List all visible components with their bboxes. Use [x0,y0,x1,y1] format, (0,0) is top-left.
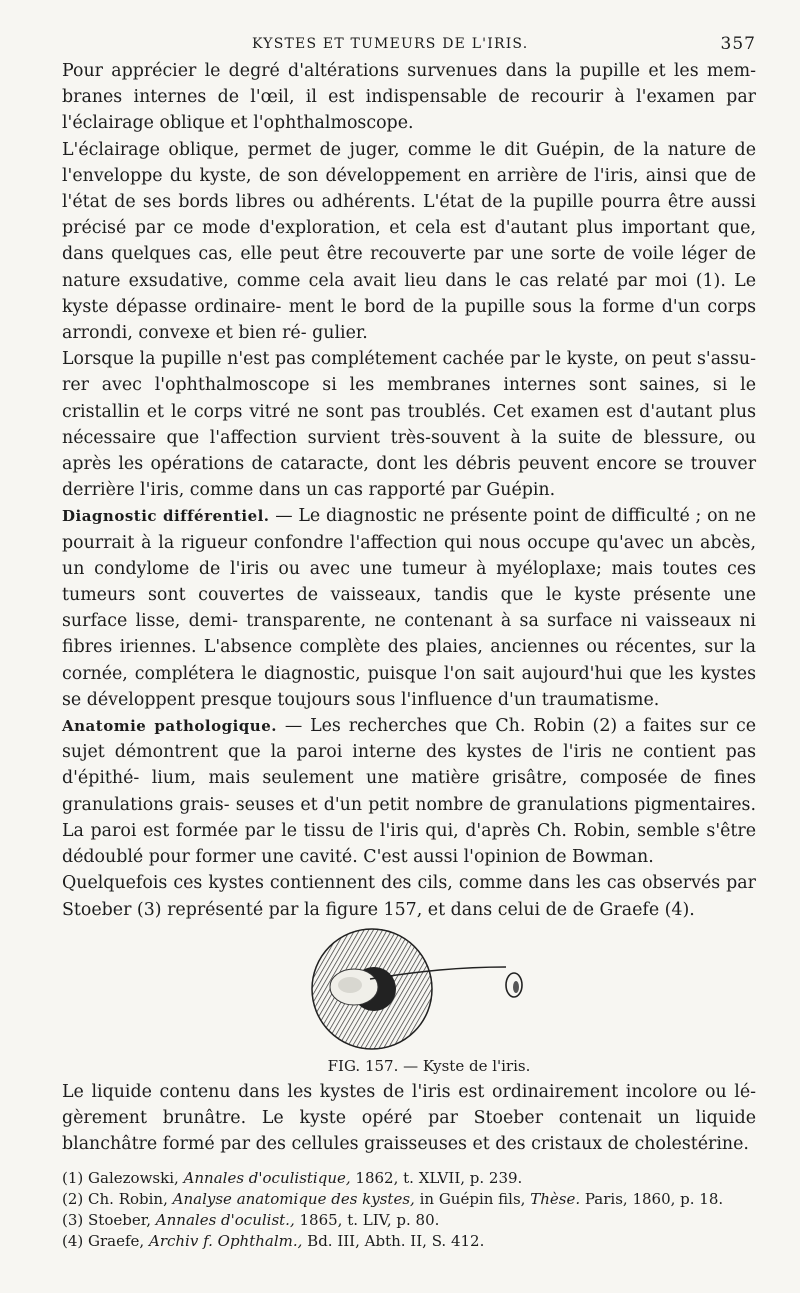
footnote-1 [62,1168,756,1189]
footnote-number: (2) [62,1189,84,1208]
text-line: l'influence d'un traumatisme. [400,689,660,710]
text-line: Pour apprécier le degré d'altérations survenues dans la pupille et les mem- [62,61,756,81]
footnote-title: Analyse anatomique des kystes, [172,1189,415,1208]
figure-caption: FIG. 157. — Kyste de l'iris. [327,1056,531,1075]
footnotes [62,1168,756,1252]
text-line: L'éclairage oblique, permet de juger, comme le dit Guépin, de la nature de [62,139,756,160]
footnote-details: in Guépin fils, [419,1189,526,1208]
text-line: ne pourrait à la rigueur confondre l'affection qui nous occupe qu'avec un abcès, un [62,506,756,579]
paragraph-3 [62,346,756,503]
text-line: seuses et d'un petit nombre de granulations pigmentaires. La paroi est formée par [62,794,756,841]
section-heading: Anatomie pathologique. [62,717,277,736]
figure-157 [62,927,756,1053]
text-line: condylome de l'iris ou avec une tumeur à myéloplaxe; mais toutes ces tumeurs [62,558,756,606]
text-line: rer avec l'ophthalmoscope si les membranes internes sont saines, si le cristallin et [62,375,756,422]
footnote-title: Thèse. [530,1189,581,1208]
text-line: l'affection survient très-souvent à la suite de blessure, ou après les opérations de [62,427,757,475]
text-line: Le liquide contenu dans les kystes de l'iris est ordinairement incolore ou lé- [62,1081,756,1102]
footnote-author: Stoeber, [88,1210,152,1229]
paragraph-quelquefois [62,870,756,922]
text-line: oblique et l'ophthalmoscope. [159,113,414,134]
footnote-number: (1) [62,1168,84,1187]
footnote-details: 1862, t. XLVII, p. 239. [355,1168,523,1187]
page-number: 357 [720,34,756,54]
body-text [62,58,756,1158]
text-line: sujet démontrent que la paroi interne des kystes de l'iris ne contient pas d'épithé- [62,742,756,789]
text-line: cataracte, dont les débris peuvent encore se trouver derrière l'iris, comme dans un [62,454,757,501]
running-head [62,32,756,58]
footnote-title: Annales d'oculist., [155,1210,295,1229]
text-line: lium, mais seulement une matière grisâtre, composée de fines granulations grais- [62,768,757,815]
text-line: de ses bords libres ou adhérents. L'état de la pupille pourra être aussi précisé par [62,192,756,239]
text-line: transparente, ne contenant à sa surface ni vaisseaux ni fibres iriennes. L'absence [62,611,756,658]
text-line: sont couvertes de vaisseaux, tandis que le kyste présente une surface lisse, demi- [62,585,757,632]
footnote-title: Archiv f. Ophthalm., [148,1231,303,1250]
section-heading: Diagnostic différentiel. [62,507,270,526]
footnote-number: (3) [62,1210,84,1229]
footnote-author: Galezowski, [88,1168,179,1187]
text-line: cas rapporté par Guépin. [333,480,556,501]
paragraph-1 [62,58,756,137]
text-line: cas, elle peut être recouverte par une sorte de voile léger de nature exsudative, [62,244,757,291]
footnote-2 [62,1189,756,1210]
paragraph-2 [62,137,756,347]
footnote-details: Paris, 1860, p. 18. [584,1189,724,1208]
footnote-author: Ch. Robin, [88,1189,168,1208]
section-diagnostic [62,503,756,713]
text-line: ce mode d'exploration, et cela est d'autant plus important que, dans quelques [62,218,756,265]
text-line: l'enveloppe du kyste, de son développement en arrière de l'iris, ainsi que de l'état [62,165,756,213]
text-line: Quelquefois ces kystes contiennent des cils, comme dans les cas observés par [62,873,756,894]
text-line: gulier. [312,323,368,344]
text-line: le corps vitré ne sont pas troublés. Cet examen est d'autant plus nécessaire que [62,401,756,448]
text-line: Lorsque la pupille n'est pas complétement cachée par le kyste, on peut s'assu- [62,349,756,370]
footnote-4 [62,1231,756,1252]
text-line: formé par des cellules graisseuses et des cristaux de cholestérine. [162,1134,749,1155]
text-line: cavité. C'est aussi l'opinion de Bowman. [299,847,654,868]
footnote-author: Graefe, [88,1231,145,1250]
text-line: ment le bord de la pupille sous la forme d'un corps arrondi, convexe et bien ré- [62,296,757,344]
footnote-details: 1865, t. LIV, p. 80. [299,1210,440,1229]
iris-cyst-illustration [310,927,570,1053]
footnote-3 [62,1210,756,1231]
footnote-number: (4) [62,1231,84,1250]
text-line: — Les recherches que Ch. Robin (2) a faites sur ce [276,716,756,737]
footnote-details: Bd. III, Abth. II, S. 412. [307,1231,485,1250]
text-line: comme cela avait lieu dans le cas relaté par moi (1). Le kyste dépasse ordinaire- [62,270,757,317]
text-line: Stoeber (3) représenté par la figure 157, et dans celui de de Graefe (4). [62,899,695,920]
text-line: — Le diagnostic ne présente point de difficulté ; on [269,506,729,527]
text-line: le tissu de l'iris qui, d'après Ch. Robin, semble s'être dédoublé pour former une [62,820,757,868]
section-anatomie [62,713,756,870]
text-line: gèrement brunâtre. Le kyste opéré par Stoeber contenait un liquide blanchâtre [62,1108,756,1155]
text-line: puisque l'on sait aujourd'hui que les kystes se développent presque toujours sous [62,663,756,710]
text-line: complète des plaies, anciennes ou récentes, sur la cornée, complétera le diagnostic, [62,637,756,684]
footnote-title: Annales d'oculistique, [183,1168,351,1187]
paragraph-final [62,1079,756,1158]
running-title: KYSTES ET TUMEURS DE L'IRIS. [252,36,529,52]
text-line: branes internes de l'œil, il est indispensable de recourir à l'examen par l'éclairage [62,87,756,134]
